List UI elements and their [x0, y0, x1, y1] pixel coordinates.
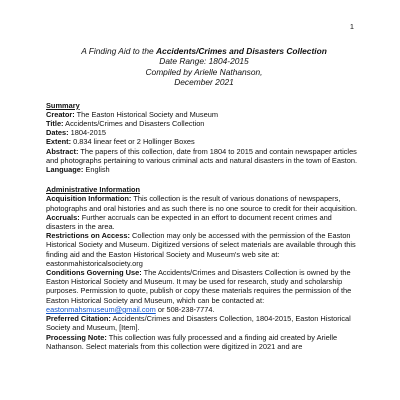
processing-field: Processing Note: This collection was fully processed and a finding aid created by Arielle Nathanson. Select materials from this collection were digitized in 2021 and are — [46, 332, 338, 351]
creator-field: Creator: The Easton Historical Society and Museum — [46, 109, 218, 119]
extent-field: Extent: 0.834 linear feet or 2 Hollinger Boxes — [46, 137, 195, 147]
title-block — [46, 46, 362, 88]
compiled-by: Compiled by Arielle Nathanson, — [145, 66, 263, 77]
summary-section — [46, 101, 362, 175]
citation-field: Preferred Citation: Accidents/Crimes and Disasters Collection, 1804-2015, Easton Historical Society and Museum, [Item]. — [46, 314, 351, 333]
page-number: 1 — [349, 22, 354, 31]
summary-heading: Summary — [46, 100, 80, 110]
email-link[interactable]: eastonmahsmuseum@gmail.com — [46, 304, 156, 314]
document-body — [46, 46, 362, 362]
collection-name: Accidents/Crimes and Disasters Collection — [156, 46, 327, 56]
administrative-heading: Administrative Information — [46, 185, 141, 195]
title-field: Title: Accidents/Crimes and Disasters Collection — [46, 119, 205, 129]
administrative-section — [46, 185, 362, 351]
dates-field: Dates: 1804-2015 — [46, 128, 106, 138]
use-field: Conditions Governing Use: The Accidents/Crimes and Disasters Collection is owned by the Easton Historical Society and Museum. It may be used for research, study and scholarship purposes. Permission to quote, publish or copy these materials requires the permission of the Easton Historical Society and Museum, which can be contacted at: eastonmahsmuseum@gmail.com or 508-238-7774. — [46, 268, 352, 314]
finding-aid-title: A Finding Aid to the Accidents/Crimes and Disasters Collection — [81, 46, 327, 56]
access-field: Restrictions on Access: Collection may only be accessed with the permission of the Easton Historical Society and Museum. Digitized versions of select materials are available through this finding aid and the Easton Historical Society and Museum's web site at: eastonmahistoricalsociety.org — [46, 231, 356, 268]
compiled-date: December 2021 — [174, 77, 234, 88]
abstract-field: Abstract: The papers of this collection, date from 1804 to 2015 and contain newspaper articles and photographs pertaining to various criminal acts and natural disasters in the town of Easton. — [46, 146, 357, 165]
accruals-field: Accruals: Further accruals can be expected in an effort to document recent crimes and disasters in the area. — [46, 212, 332, 232]
date-range: Date Range: 1804-2015 — [159, 56, 249, 67]
language-field: Language: English — [46, 165, 110, 175]
acquisition-field: Acquisition Information: This collection is the result of various donations of newspapers, photographs and oral histories and as such there is no one source to credit for their acquisition. — [46, 194, 357, 213]
